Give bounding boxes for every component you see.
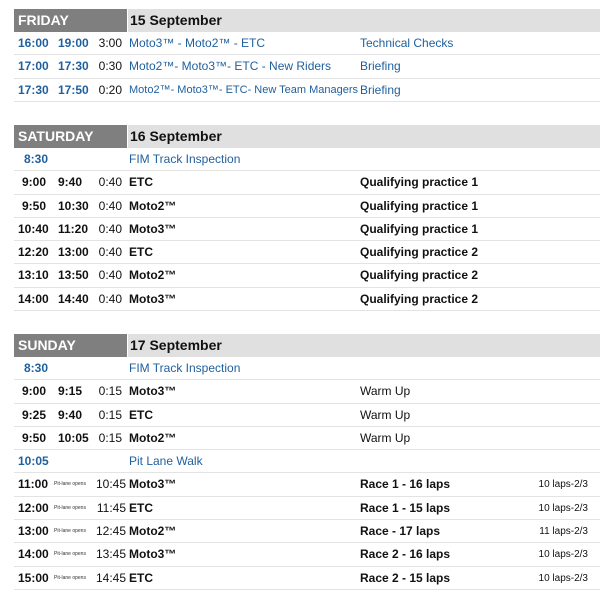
start-time: 9:50 (22, 430, 47, 445)
event-name: ETC (129, 245, 153, 260)
duration: 0:40 (98, 175, 122, 190)
session-name: Qualifying practice 1 (360, 221, 479, 236)
warmup-row (14, 427, 600, 450)
session-name: Race 2 - 16 laps (360, 547, 451, 562)
event-name: Moto2™ (129, 198, 177, 213)
pitwalk-row (14, 450, 600, 473)
duration: 0:40 (98, 245, 122, 260)
warmup-row (14, 380, 600, 403)
friday-section (14, 9, 600, 102)
race-row (14, 497, 600, 520)
laps-note: 10 laps-2/3 (538, 549, 588, 561)
session-name: Warm Up (360, 430, 411, 445)
schedule-row (14, 195, 600, 218)
day-label: SUNDAY (14, 334, 127, 357)
schedule-row (14, 32, 600, 55)
event-name: ETC (129, 407, 153, 422)
start-time: 10:40 (18, 221, 49, 236)
event-name: ETC (129, 500, 153, 515)
event-name: ETC (129, 570, 153, 585)
session-name: Race 1 - 16 laps (360, 477, 451, 492)
session-name: Warm Up (360, 384, 411, 399)
inspection-time: 8:30 (24, 361, 49, 375)
pitlane-time: 11:45 (96, 500, 126, 515)
event-name: Moto3™ (129, 384, 177, 399)
duration: 0:15 (98, 384, 122, 399)
session-name: Briefing (360, 82, 401, 97)
end-time: 9:15 (58, 384, 83, 399)
event-name: ETC (129, 175, 153, 190)
end-time: 13:00 (58, 245, 89, 260)
sunday-header (14, 334, 600, 357)
event-name: Moto3™ (129, 477, 177, 492)
end-time: 17:30 (58, 59, 89, 74)
pitlane-note: Pit-lane opens (54, 481, 86, 488)
pitlane-note: Pit-lane opens (54, 551, 86, 558)
duration: 0:20 (98, 82, 122, 97)
start-time: 14:00 (18, 291, 49, 306)
pitlane-time: 10:45 (96, 477, 127, 492)
laps-note: 10 laps-2/3 (538, 479, 588, 491)
session-name: Warm Up (360, 407, 411, 422)
schedule-row (14, 241, 600, 264)
session-name: Race 1 - 15 laps (360, 500, 451, 515)
pitlane-note: Pit-lane opens (54, 574, 86, 581)
date-label: 15 September (127, 9, 600, 32)
end-time: 10:30 (58, 198, 89, 213)
session-name: Technical Checks (360, 36, 454, 50)
end-time: 9:40 (58, 175, 83, 190)
inspection-label: FIM Track Inspection (129, 152, 241, 166)
session-name: Qualifying practice 2 (360, 245, 479, 260)
event-name: Moto3™ (129, 291, 177, 306)
session-name: Qualifying practice 1 (360, 175, 479, 190)
start-time: 9:50 (22, 198, 47, 213)
race-row (14, 520, 600, 543)
start-time: 13:10 (18, 268, 49, 283)
schedule-row (14, 171, 600, 194)
event-name: Moto3™ - Moto2™ - ETC (129, 36, 266, 50)
duration: 0:40 (98, 198, 122, 213)
start-time: 12:00 (18, 500, 49, 515)
day-label: SATURDAY (14, 125, 127, 148)
schedule-row (14, 55, 600, 78)
inspection-row (14, 148, 600, 171)
friday-header (14, 9, 600, 32)
laps-note: 10 laps-2/3 (538, 502, 588, 514)
race-row (14, 473, 600, 496)
schedule-row (14, 288, 600, 311)
start-time: 14:00 (18, 547, 49, 562)
inspection-time: 8:30 (24, 152, 49, 166)
duration: 0:40 (98, 268, 122, 283)
duration: 0:30 (98, 59, 122, 74)
session-name: Qualifying practice 2 (360, 291, 479, 306)
start-time: 9:00 (22, 384, 47, 399)
inspection-label: FIM Track Inspection (129, 361, 241, 375)
end-time: 10:05 (58, 430, 89, 445)
schedule-row (14, 218, 600, 241)
start-time: 16:00 (18, 36, 49, 50)
start-time: 17:30 (18, 82, 49, 97)
event-name: Moto2™- Moto3™- ETC- New Team Managers (129, 83, 359, 96)
duration: 0:15 (98, 430, 122, 445)
end-time: 17:50 (58, 82, 89, 97)
start-time: 15:00 (18, 570, 49, 585)
end-time: 13:50 (58, 268, 89, 283)
schedule-row (14, 79, 600, 102)
race-row (14, 567, 600, 590)
pitlane-note: Pit-lane opens (54, 504, 86, 511)
start-time: 13:00 (18, 524, 49, 539)
event-name: Moto2™ (129, 430, 177, 445)
event-name: Moto2™ (129, 268, 177, 283)
start-time: 12:20 (18, 245, 49, 260)
pitlane-time: 14:45 (96, 570, 127, 585)
saturday-header (14, 125, 600, 148)
start-time: 9:25 (22, 407, 47, 422)
pitwalk-label: Pit Lane Walk (129, 454, 203, 469)
duration: 0:15 (98, 407, 122, 422)
pitlane-note: Pit-lane opens (54, 528, 86, 535)
end-time: 14:40 (58, 291, 89, 306)
day-label: FRIDAY (14, 9, 127, 32)
race-row (14, 543, 600, 566)
duration: 0:40 (98, 221, 122, 236)
event-name: Moto2™ (129, 524, 177, 539)
start-time: 9:00 (22, 175, 47, 190)
end-time: 9:40 (58, 407, 83, 422)
start-time: 11:00 (18, 477, 49, 492)
date-label: 16 September (127, 125, 600, 148)
date-label: 17 September (127, 334, 600, 357)
session-name: Race - 17 laps (360, 524, 441, 539)
start-time: 17:00 (18, 59, 49, 74)
event-name: Moto3™ (129, 221, 177, 236)
duration: 0:40 (98, 291, 122, 306)
end-time: 11:20 (58, 221, 89, 236)
inspection-row (14, 357, 600, 380)
sunday-section (14, 334, 600, 590)
session-name: Race 2 - 15 laps (360, 570, 451, 585)
saturday-section (14, 125, 600, 311)
laps-note: 10 laps-2/3 (538, 572, 588, 584)
duration: 3:00 (98, 36, 122, 50)
laps-note: 11 laps-2/3 (539, 526, 588, 538)
session-name: Qualifying practice 2 (360, 268, 479, 283)
pitwalk-time: 10:05 (18, 454, 49, 469)
pitlane-time: 12:45 (96, 524, 127, 539)
session-name: Qualifying practice 1 (360, 198, 479, 213)
event-name: Moto2™- Moto3™- ETC - New Riders (129, 59, 332, 74)
pitlane-time: 13:45 (96, 547, 127, 562)
end-time: 19:00 (58, 36, 89, 50)
session-name: Briefing (360, 59, 401, 74)
event-name: Moto3™ (129, 547, 177, 562)
schedule-row (14, 264, 600, 287)
warmup-row (14, 404, 600, 427)
